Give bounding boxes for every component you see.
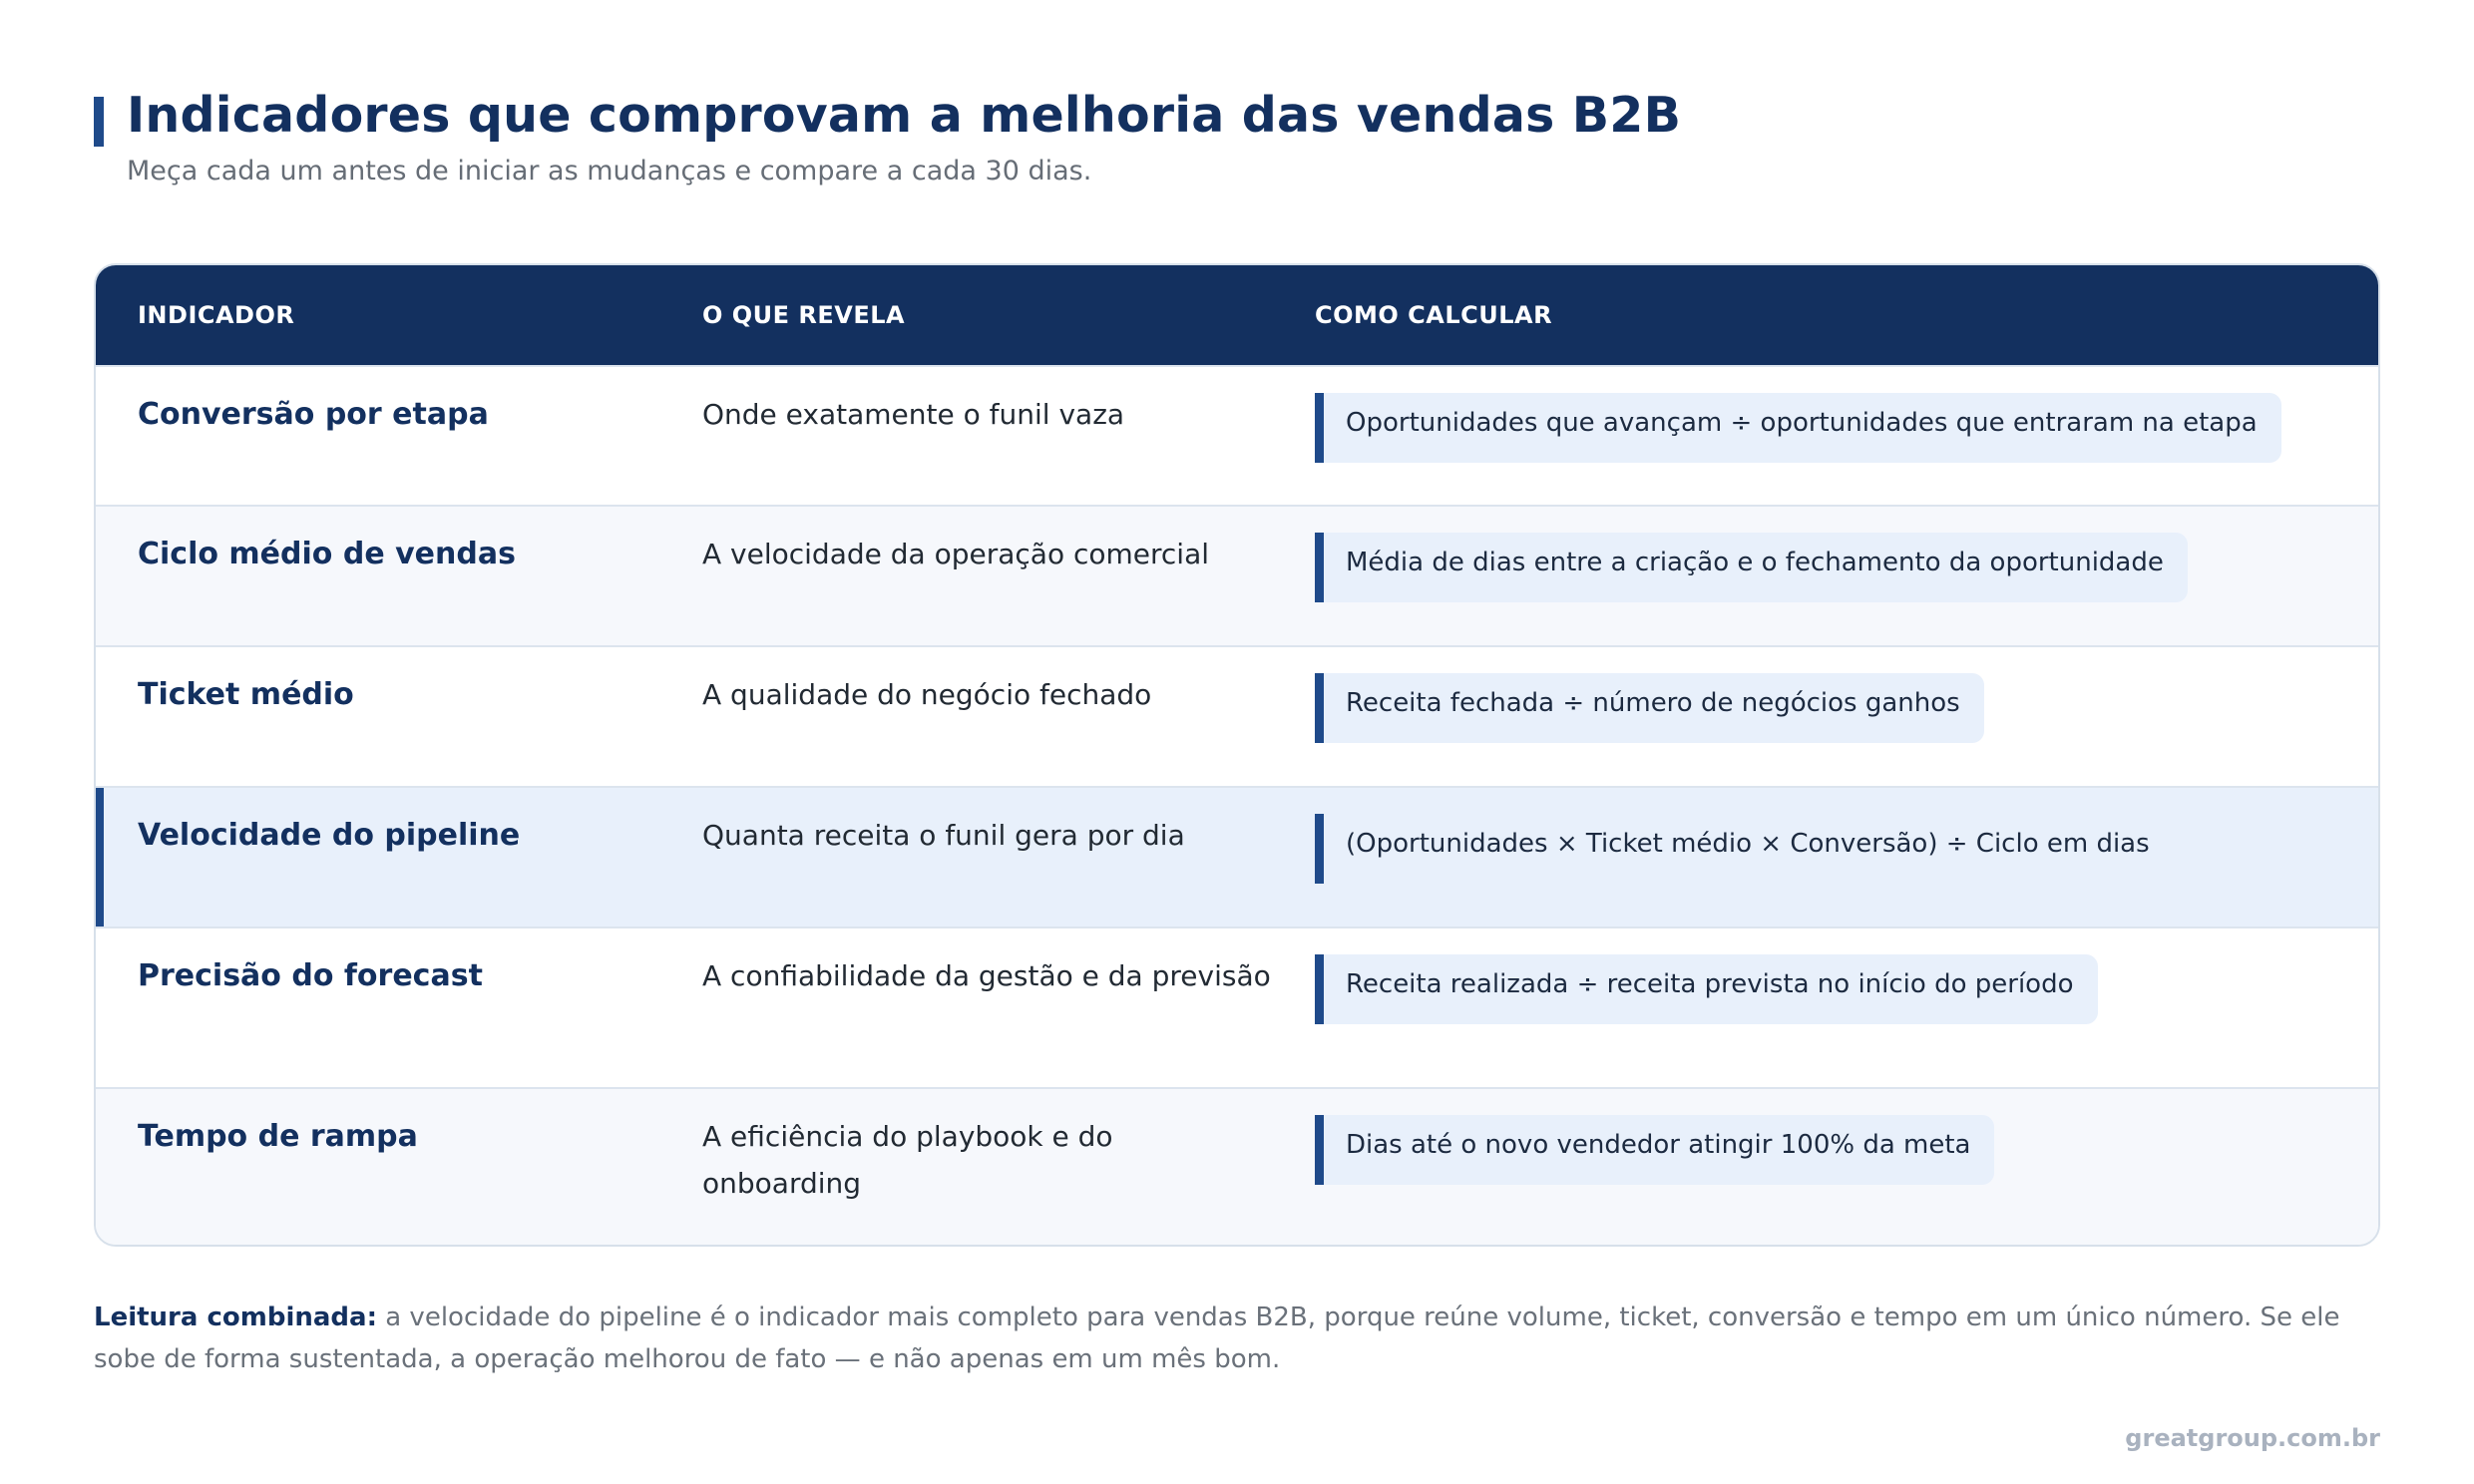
combined-reading-note [94, 1297, 2380, 1380]
indicator-reveals: Quanta receita o funil gera por dia [702, 819, 1185, 852]
title-accent-bar [94, 97, 104, 147]
indicator-name: Ciclo médio de vendas [138, 537, 516, 571]
row-highlight-bar [96, 788, 104, 927]
column-header-formula: COMO CALCULAR [1315, 301, 1553, 329]
indicator-reveals: A qualidade do negócio fechado [702, 678, 1152, 711]
indicator-reveals: A velocidade da operação comercial [702, 538, 1210, 570]
indicator-formula: Receita realizada ÷ receita prevista no início do período [1315, 954, 2098, 1024]
indicator-name: Velocidade do pipeline [138, 818, 521, 853]
indicator-reveals: A eficiência do playbook e do onboarding [702, 1120, 1113, 1200]
note-text: a velocidade do pipeline é o indicador mais completo para vendas B2B, porque reúne volume, ticket, conversão e tempo em um único número. Se ele sobe de forma sustentada, a operação melhorou de fato — e não apenas em um mês bom. [94, 1302, 2340, 1374]
note-lead: Leitura combinada: [94, 1302, 377, 1332]
indicator-reveals: A confiabilidade da gestão e da previsão [702, 959, 1271, 992]
table-row-highlighted [96, 786, 2378, 927]
indicator-formula: Oportunidades que avançam ÷ oportunidades que entraram na etapa [1315, 393, 2281, 463]
indicator-name: Precisão do forecast [138, 958, 483, 993]
indicators-table [94, 263, 2380, 1247]
footer-site: greatgroup.com.br [2125, 1424, 2380, 1452]
indicator-name: Conversão por etapa [138, 397, 489, 432]
indicator-reveals: Onde exatamente o funil vaza [702, 398, 1125, 431]
column-header-indicator: INDICADOR [138, 301, 295, 329]
indicator-formula: (Oportunidades × Ticket médio × Conversão) ÷ Ciclo em dias [1315, 814, 2174, 884]
indicator-formula: Dias até o novo vendedor atingir 100% da meta [1315, 1115, 1994, 1185]
indicator-formula: Média de dias entre a criação e o fechamento da oportunidade [1315, 533, 2188, 602]
title-block [94, 84, 2380, 189]
table-row [96, 1087, 2378, 1247]
indicator-formula: Receita fechada ÷ número de negócios ganhos [1315, 673, 1984, 743]
indicator-name: Tempo de rampa [138, 1119, 418, 1154]
page-title: Indicadores que comprovam a melhoria das vendas B2B [127, 87, 1682, 144]
column-header-reveals: O QUE REVELA [702, 301, 906, 329]
indicator-name: Ticket médio [138, 677, 354, 712]
table-row [96, 365, 2378, 505]
table-row [96, 505, 2378, 645]
table-header [96, 265, 2378, 365]
table-row [96, 645, 2378, 786]
page-subtitle: Meça cada um antes de iniciar as mudanças e compare a cada 30 dias. [127, 156, 1092, 186]
table-row [96, 927, 2378, 1087]
